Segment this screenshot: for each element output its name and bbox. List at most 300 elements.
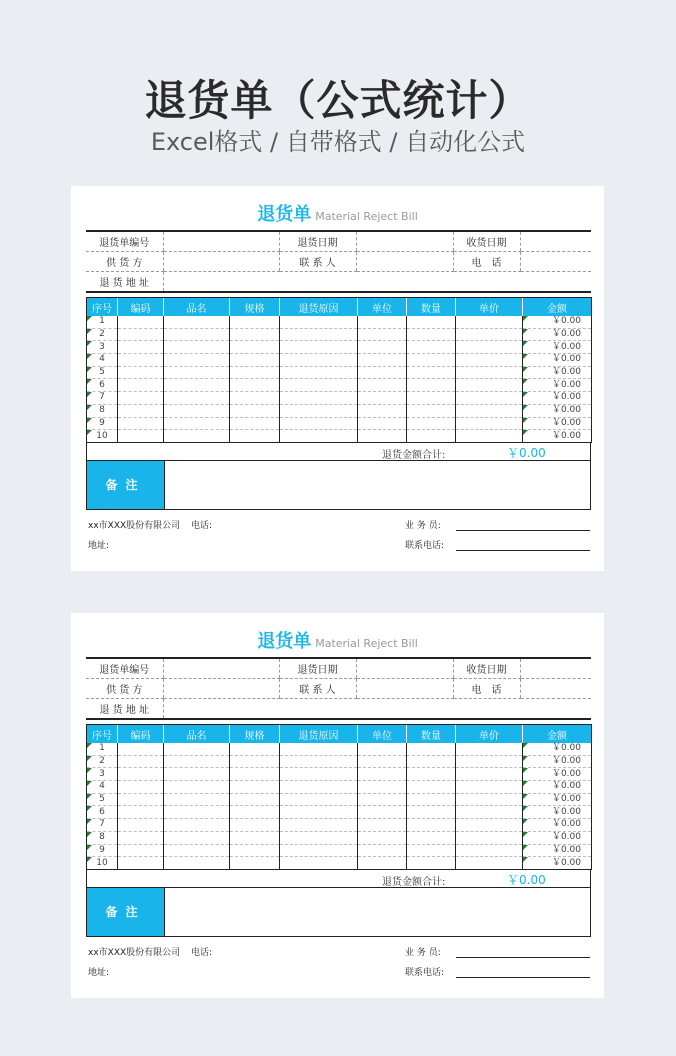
cell-note-marker (87, 341, 92, 346)
table-cell[interactable] (118, 793, 164, 806)
cell-note-marker (87, 857, 92, 862)
row-seq-value: 9 (99, 844, 105, 855)
cell-note-marker (87, 781, 92, 786)
table-cell[interactable] (164, 366, 230, 379)
table-cell[interactable] (407, 743, 456, 755)
table-cell[interactable] (230, 417, 280, 430)
row-amount-value: ￥0.00 (551, 430, 581, 441)
table-cell[interactable] (118, 781, 164, 794)
contact-phone-line[interactable] (456, 977, 590, 978)
table-row (87, 755, 592, 768)
table-cell[interactable] (118, 417, 164, 430)
phone-field[interactable] (520, 679, 591, 699)
row-seq-value: 2 (99, 756, 105, 767)
row-seq-value: 5 (99, 367, 105, 378)
table-cell[interactable] (230, 430, 280, 443)
salesperson-line[interactable] (456, 957, 590, 958)
row-seq (87, 430, 118, 443)
table-cell[interactable] (358, 743, 407, 755)
cell-note-marker (523, 418, 528, 423)
table-cell[interactable] (358, 831, 407, 844)
table-cell[interactable] (280, 354, 358, 367)
table-cell[interactable] (230, 793, 280, 806)
receive-date-label: 收货日期 (453, 231, 520, 252)
row-amount (523, 806, 592, 819)
table-cell[interactable] (358, 316, 407, 328)
cell-note-marker (87, 379, 92, 384)
table-cell[interactable] (164, 417, 230, 430)
table-row (87, 793, 592, 806)
table-cell[interactable] (407, 392, 456, 405)
table-cell[interactable] (230, 844, 280, 857)
row-amount (523, 819, 592, 832)
cell-note-marker (87, 832, 92, 837)
table-cell[interactable] (230, 366, 280, 379)
table-cell[interactable] (164, 768, 230, 781)
table-cell[interactable] (358, 366, 407, 379)
info-table (86, 657, 591, 720)
row-seq (87, 316, 118, 328)
table-cell[interactable] (456, 379, 523, 392)
row-seq (87, 392, 118, 405)
form-sheet (71, 186, 604, 571)
items-table (86, 724, 592, 870)
table-cell[interactable] (407, 781, 456, 794)
table-cell[interactable] (280, 316, 358, 328)
row-amount (523, 430, 592, 443)
row-seq (87, 793, 118, 806)
table-cell[interactable] (164, 316, 230, 328)
table-cell[interactable] (164, 806, 230, 819)
table-cell[interactable] (280, 328, 358, 341)
phone-field[interactable] (520, 252, 591, 272)
row-amount (523, 328, 592, 341)
column-header: 序号 (87, 725, 118, 744)
cell-note-marker (523, 781, 528, 786)
cell-note-marker (523, 329, 528, 334)
row-amount (523, 743, 592, 755)
table-cell[interactable] (164, 392, 230, 405)
table-cell[interactable] (456, 806, 523, 819)
table-cell[interactable] (164, 819, 230, 832)
row-amount (523, 793, 592, 806)
row-seq-value: 9 (99, 417, 105, 428)
cell-note-marker (87, 329, 92, 334)
row-seq-value: 6 (99, 806, 105, 817)
cell-note-marker (523, 316, 528, 321)
return-date-field[interactable] (356, 231, 453, 252)
table-cell[interactable] (358, 844, 407, 857)
supplier-label: 供 货 方 (86, 252, 163, 272)
company-name: xx市XXX股份有限公司 (88, 948, 181, 958)
table-cell[interactable] (118, 819, 164, 832)
row-amount-value: ￥0.00 (551, 756, 581, 767)
table-cell[interactable] (407, 831, 456, 844)
column-header: 退货原因 (280, 298, 358, 317)
row-seq (87, 417, 118, 430)
table-cell[interactable] (280, 417, 358, 430)
table-cell[interactable] (456, 831, 523, 844)
row-amount-value: ￥0.00 (551, 768, 581, 779)
row-seq (87, 743, 118, 755)
table-cell[interactable] (118, 755, 164, 768)
table-cell[interactable] (280, 857, 358, 870)
cell-note-marker (87, 430, 92, 435)
table-cell[interactable] (456, 417, 523, 430)
table-cell[interactable] (456, 328, 523, 341)
table-cell[interactable] (230, 831, 280, 844)
table-cell[interactable] (280, 844, 358, 857)
row-seq-value: 3 (99, 768, 105, 779)
row-seq (87, 844, 118, 857)
row-amount-value: ￥0.00 (551, 857, 581, 868)
row-seq (87, 379, 118, 392)
form-title-cn: 退货单 (257, 204, 312, 225)
table-row (87, 354, 592, 367)
cell-note-marker (87, 756, 92, 761)
table-cell[interactable] (230, 743, 280, 755)
cell-note-marker (523, 794, 528, 799)
row-seq (87, 354, 118, 367)
table-cell[interactable] (280, 831, 358, 844)
table-cell[interactable] (230, 341, 280, 354)
column-header: 编码 (118, 298, 164, 317)
table-cell[interactable] (280, 793, 358, 806)
table-cell[interactable] (230, 755, 280, 768)
row-seq (87, 781, 118, 794)
row-amount (523, 844, 592, 857)
column-header: 品名 (164, 298, 230, 317)
row-seq-value: 4 (99, 354, 105, 365)
cell-note-marker (523, 857, 528, 862)
return-no-field[interactable] (163, 658, 279, 679)
return-no-field[interactable] (163, 231, 279, 252)
table-cell[interactable] (407, 354, 456, 367)
table-cell[interactable] (164, 831, 230, 844)
table-cell[interactable] (230, 806, 280, 819)
table-cell[interactable] (358, 341, 407, 354)
row-seq-value: 10 (96, 857, 108, 868)
column-header: 规格 (230, 298, 280, 317)
row-seq-value: 1 (99, 743, 105, 754)
table-cell[interactable] (164, 328, 230, 341)
table-cell[interactable] (230, 354, 280, 367)
total-row (86, 870, 591, 888)
table-cell[interactable] (230, 392, 280, 405)
table-cell[interactable] (280, 430, 358, 443)
info-table (86, 230, 591, 293)
column-header: 金额 (523, 298, 592, 317)
receive-date-field[interactable] (520, 231, 591, 252)
contact-field[interactable] (356, 252, 453, 272)
table-cell[interactable] (456, 844, 523, 857)
receive-date-label: 收货日期 (453, 658, 520, 679)
column-header: 规格 (230, 725, 280, 744)
row-amount-value: ￥0.00 (551, 844, 581, 855)
row-amount (523, 354, 592, 367)
row-amount (523, 417, 592, 430)
row-amount (523, 366, 592, 379)
company-name: xx市XXX股份有限公司 (88, 521, 181, 531)
table-row (87, 781, 592, 794)
row-amount (523, 781, 592, 794)
table-cell[interactable] (358, 379, 407, 392)
table-cell[interactable] (456, 857, 523, 870)
table-cell[interactable] (407, 768, 456, 781)
address-field[interactable] (163, 272, 591, 293)
remark-field[interactable] (164, 888, 591, 936)
hero-subtitle: Excel格式 / 自带格式 / 自动化公式 (150, 128, 526, 156)
table-cell[interactable] (164, 857, 230, 870)
contact-phone-line[interactable] (456, 550, 590, 551)
table-cell[interactable] (118, 844, 164, 857)
table-cell[interactable] (456, 768, 523, 781)
table-cell[interactable] (164, 755, 230, 768)
cell-note-marker (87, 405, 92, 410)
table-cell[interactable] (456, 392, 523, 405)
table-cell[interactable] (456, 404, 523, 417)
table-cell[interactable] (230, 857, 280, 870)
table-cell[interactable] (358, 806, 407, 819)
cell-note-marker (523, 430, 528, 435)
table-cell[interactable] (358, 768, 407, 781)
table-cell[interactable] (358, 819, 407, 832)
table-cell[interactable] (280, 404, 358, 417)
table-cell[interactable] (118, 404, 164, 417)
table-cell[interactable] (407, 316, 456, 328)
table-cell[interactable] (164, 341, 230, 354)
table-cell[interactable] (407, 404, 456, 417)
table-cell[interactable] (230, 781, 280, 794)
table-cell[interactable] (358, 417, 407, 430)
cell-note-marker (523, 392, 528, 397)
table-cell[interactable] (456, 793, 523, 806)
table-row (87, 341, 592, 354)
row-amount-value: ￥0.00 (551, 417, 581, 428)
table-cell[interactable] (118, 341, 164, 354)
row-amount-value: ￥0.00 (551, 794, 581, 805)
table-cell[interactable] (164, 781, 230, 794)
table-cell[interactable] (118, 831, 164, 844)
table-cell[interactable] (230, 404, 280, 417)
company-phone: 电话: (191, 948, 213, 958)
row-amount-value: ￥0.00 (551, 819, 581, 830)
form-title-en: Material Reject Bill (315, 637, 418, 650)
form-title-cn: 退货单 (257, 631, 312, 652)
table-cell[interactable] (230, 768, 280, 781)
table-cell[interactable] (280, 819, 358, 832)
table-cell[interactable] (230, 316, 280, 328)
cell-note-marker (523, 354, 528, 359)
return-no-label: 退货单编号 (86, 658, 163, 679)
table-cell[interactable] (280, 755, 358, 768)
row-amount (523, 404, 592, 417)
table-cell[interactable] (280, 392, 358, 405)
cell-note-marker (87, 354, 92, 359)
cell-note-marker (523, 379, 528, 384)
table-cell[interactable] (118, 379, 164, 392)
supplier-field[interactable] (163, 252, 279, 272)
row-amount-value: ￥0.00 (551, 405, 581, 416)
cell-note-marker (523, 341, 528, 346)
return-date-label: 退货日期 (279, 658, 356, 679)
column-header: 单位 (358, 298, 407, 317)
table-cell[interactable] (280, 743, 358, 755)
table-row (87, 819, 592, 832)
table-cell[interactable] (164, 844, 230, 857)
table-cell[interactable] (358, 857, 407, 870)
table-row (87, 417, 592, 430)
row-amount-value: ￥0.00 (551, 341, 581, 352)
table-cell[interactable] (118, 806, 164, 819)
row-amount-value: ￥0.00 (551, 329, 581, 340)
table-cell[interactable] (164, 379, 230, 392)
return-date-label: 退货日期 (279, 231, 356, 252)
column-header: 退货原因 (280, 725, 358, 744)
table-cell[interactable] (164, 793, 230, 806)
contact-phone-label: 联系电话: (405, 968, 445, 978)
table-cell[interactable] (456, 341, 523, 354)
table-cell[interactable] (164, 743, 230, 755)
address-field[interactable] (163, 699, 591, 720)
contact-label: 联 系 人 (279, 252, 356, 272)
table-cell[interactable] (118, 743, 164, 755)
hero-title: 退货单（公式统计） (144, 76, 532, 125)
table-cell[interactable] (118, 328, 164, 341)
column-header: 编码 (118, 725, 164, 744)
cell-note-marker (87, 392, 92, 397)
table-cell[interactable] (280, 366, 358, 379)
table-cell[interactable] (456, 755, 523, 768)
table-cell[interactable] (164, 404, 230, 417)
table-cell[interactable] (358, 328, 407, 341)
column-header: 数量 (407, 298, 456, 317)
table-cell[interactable] (358, 404, 407, 417)
table-cell[interactable] (456, 743, 523, 755)
row-seq-value: 1 (99, 316, 105, 327)
table-row (87, 404, 592, 417)
row-amount-value: ￥0.00 (551, 354, 581, 365)
cell-note-marker (87, 845, 92, 850)
row-amount (523, 379, 592, 392)
table-cell[interactable] (407, 328, 456, 341)
table-cell[interactable] (456, 316, 523, 328)
items-table (86, 297, 592, 443)
table-cell[interactable] (407, 430, 456, 443)
table-cell[interactable] (456, 366, 523, 379)
row-seq (87, 819, 118, 832)
table-cell[interactable] (118, 354, 164, 367)
table-cell[interactable] (407, 793, 456, 806)
table-cell[interactable] (230, 379, 280, 392)
table-row (87, 806, 592, 819)
contact-label: 联 系 人 (279, 679, 356, 699)
table-cell[interactable] (456, 430, 523, 443)
table-row (87, 379, 592, 392)
receive-date-field[interactable] (520, 658, 591, 679)
row-seq (87, 857, 118, 870)
table-cell[interactable] (280, 379, 358, 392)
table-cell[interactable] (407, 755, 456, 768)
row-seq-value: 2 (99, 329, 105, 340)
phone-label: 电 话 (453, 679, 520, 699)
row-seq (87, 831, 118, 844)
table-cell[interactable] (230, 328, 280, 341)
cell-note-marker (87, 367, 92, 372)
table-cell[interactable] (280, 781, 358, 794)
table-cell[interactable] (118, 366, 164, 379)
form-title (71, 200, 604, 226)
return-date-field[interactable] (356, 658, 453, 679)
table-cell[interactable] (118, 430, 164, 443)
table-cell[interactable] (280, 341, 358, 354)
table-cell[interactable] (358, 781, 407, 794)
row-seq-value: 8 (99, 832, 105, 843)
table-cell[interactable] (358, 430, 407, 443)
form-title (71, 627, 604, 653)
column-header: 品名 (164, 725, 230, 744)
table-cell[interactable] (407, 366, 456, 379)
supplier-field[interactable] (163, 679, 279, 699)
table-cell[interactable] (118, 392, 164, 405)
remark-row (86, 888, 591, 937)
table-cell[interactable] (118, 316, 164, 328)
table-cell[interactable] (358, 392, 407, 405)
cell-note-marker (87, 806, 92, 811)
row-seq-value: 7 (99, 392, 105, 403)
row-seq-value: 10 (96, 430, 108, 441)
table-cell[interactable] (358, 354, 407, 367)
table-cell[interactable] (407, 857, 456, 870)
row-seq (87, 404, 118, 417)
return-no-label: 退货单编号 (86, 231, 163, 252)
table-cell[interactable] (280, 768, 358, 781)
table-cell[interactable] (456, 354, 523, 367)
table-cell[interactable] (280, 806, 358, 819)
row-amount-value: ￥0.00 (551, 781, 581, 792)
table-cell[interactable] (407, 341, 456, 354)
table-cell[interactable] (164, 354, 230, 367)
table-cell[interactable] (407, 417, 456, 430)
salesperson-line[interactable] (456, 530, 590, 531)
column-header: 金额 (523, 725, 592, 744)
table-row (87, 844, 592, 857)
table-cell[interactable] (456, 819, 523, 832)
row-seq-value: 5 (99, 794, 105, 805)
table-cell[interactable] (358, 793, 407, 806)
table-cell[interactable] (456, 781, 523, 794)
remark-field[interactable] (164, 461, 591, 509)
cell-note-marker (523, 405, 528, 410)
table-cell[interactable] (407, 819, 456, 832)
row-amount-value: ￥0.00 (551, 367, 581, 378)
table-cell[interactable] (230, 819, 280, 832)
table-cell[interactable] (118, 857, 164, 870)
table-cell[interactable] (358, 755, 407, 768)
column-header: 单位 (358, 725, 407, 744)
table-cell[interactable] (407, 379, 456, 392)
table-row (87, 430, 592, 443)
row-amount-value: ￥0.00 (551, 379, 581, 390)
column-header: 单价 (456, 298, 523, 317)
table-cell[interactable] (118, 768, 164, 781)
row-seq-value: 6 (99, 379, 105, 390)
table-cell[interactable] (407, 844, 456, 857)
salesperson-label: 业 务 员: (405, 521, 441, 531)
table-cell[interactable] (407, 806, 456, 819)
contact-field[interactable] (356, 679, 453, 699)
table-cell[interactable] (164, 430, 230, 443)
